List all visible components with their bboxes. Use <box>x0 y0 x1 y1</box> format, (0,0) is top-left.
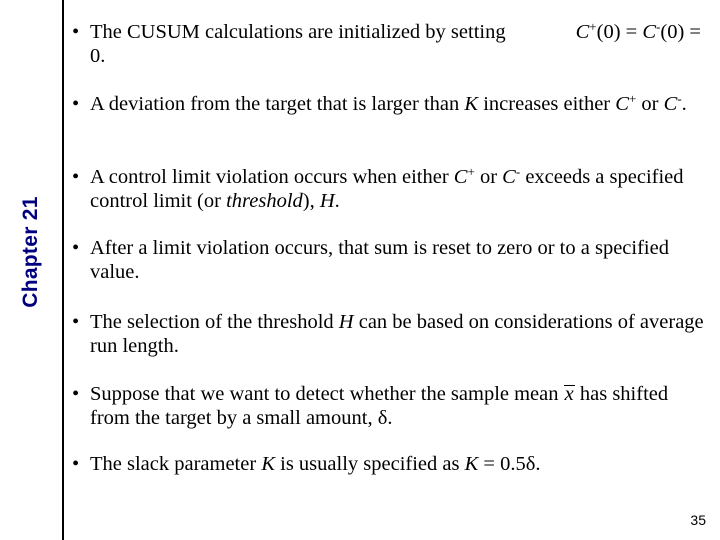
bullet-item <box>72 20 707 68</box>
bullet-item <box>72 165 707 213</box>
bullet-text: A control limit violation occurs when either C+ or C- exceeds a specified control limit (or threshold), H. <box>90 163 684 212</box>
bullet-text: The slack parameter K is usually specified as K = 0.5δ. <box>90 453 541 475</box>
delta-symbol: δ <box>377 407 388 429</box>
bullet-marker: • <box>72 383 80 405</box>
bullet-item <box>72 310 707 358</box>
bullet-item <box>72 452 707 476</box>
bullet-item <box>72 92 707 116</box>
bullet-marker: • <box>72 21 80 43</box>
bullet-text: The CUSUM calculations are initialized by setting C+(0) = C-(0) = 0. <box>90 18 701 67</box>
delta-symbol: δ <box>525 453 536 475</box>
bullet-marker: • <box>72 93 80 115</box>
bullet-text: Suppose that we want to detect whether the sample mean x has shifted from the target by a small amount, δ. <box>90 383 669 429</box>
bullet-marker: • <box>72 453 80 475</box>
chapter-label: Chapter 21 <box>19 196 42 308</box>
bullet-item <box>72 382 707 430</box>
bullet-text: After a limit violation occurs, that sum is reset to zero or to a specified value. <box>90 237 669 283</box>
bullet-marker: • <box>72 311 80 333</box>
bullet-item <box>72 236 707 284</box>
bullet-marker: • <box>72 237 80 259</box>
bullet-text: A deviation from the target that is larger than K increases either C+ or C-. <box>90 90 687 115</box>
sidebar <box>0 0 62 540</box>
bullet-marker: • <box>72 166 80 188</box>
bullet-text: The selection of the threshold H can be based on considerations of average run length. <box>90 311 704 357</box>
page-number: 35 <box>690 512 706 528</box>
x-bar-symbol: x <box>564 383 574 405</box>
sidebar-divider <box>62 0 64 540</box>
